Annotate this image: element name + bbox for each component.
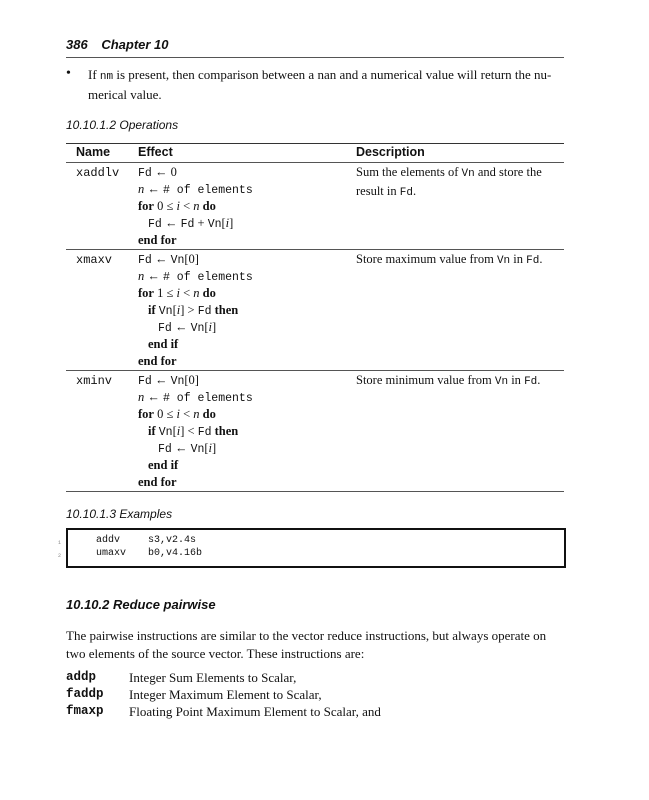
instruction-name: xmaxv xyxy=(76,253,113,267)
running-header xyxy=(66,37,169,52)
header-name: Name xyxy=(76,145,111,159)
examples-heading: 10.10.1.3 Examples xyxy=(66,507,173,521)
bullet-marker: • xyxy=(66,66,71,81)
instruction-description: Sum the elements of Vn and store the result in Fd. xyxy=(356,165,542,199)
mnemonic-name: faddp xyxy=(66,687,104,701)
effect-line: for 1 ≤ i < n do xyxy=(138,286,216,300)
effect-line: end if xyxy=(148,458,179,472)
effect-line: Fd ← Vn[i] xyxy=(158,441,217,456)
effect-line: end for xyxy=(138,475,177,489)
code-opcode: umaxv xyxy=(96,548,127,559)
code-listing-box xyxy=(66,528,566,568)
instruction-name: xminv xyxy=(76,374,113,388)
effect-line: if Vn[i] > Fd then xyxy=(148,303,239,318)
effect-line: n ← # of elements xyxy=(138,182,253,197)
mnemonic-description: Integer Maximum Element to Scalar, xyxy=(129,687,322,702)
instruction-description: Store maximum value from Vn in Fd. xyxy=(356,252,543,267)
body-paragraph: The pairwise instructions are similar to the vector reduce instructions, but always operate on two elements of the source vector. These instructions are: xyxy=(66,628,547,661)
header-description: Description xyxy=(356,145,425,159)
chapter-title: Chapter 10 xyxy=(101,37,169,52)
effect-line: for 0 ≤ i < n do xyxy=(138,407,216,421)
effect-line: if Vn[i] < Fd then xyxy=(148,424,239,439)
mnemonic-description: Integer Sum Elements to Scalar, xyxy=(129,670,297,685)
section-heading: 10.10.2 Reduce pairwise xyxy=(66,597,216,612)
effect-line: n ← # of elements xyxy=(138,390,253,405)
mnemonic-name: addp xyxy=(66,670,97,684)
effect-line: n ← # of elements xyxy=(138,269,253,284)
instruction-description: Store minimum value from Vn in Fd. xyxy=(356,373,541,388)
effect-line: Fd ← Vn[0] xyxy=(138,252,199,267)
effect-line: Fd ← 0 xyxy=(138,165,177,180)
table-top-rule xyxy=(66,143,564,144)
effect-line: end if xyxy=(148,337,179,351)
code-opcode: addv xyxy=(96,535,121,546)
inline-code: nm xyxy=(99,71,114,83)
table-header-rule xyxy=(66,162,564,163)
table-bottom-rule xyxy=(66,491,564,492)
row-divider xyxy=(66,370,564,371)
mnemonic-name: fmaxp xyxy=(66,704,104,718)
code-operands: s3,v2.4s xyxy=(148,535,197,546)
effect-line: for 0 ≤ i < n do xyxy=(138,199,216,213)
header-rule xyxy=(66,57,564,58)
page-number: 386 xyxy=(66,37,88,52)
header-effect: Effect xyxy=(138,145,173,159)
code-operands: b0,v4.16b xyxy=(148,548,203,559)
instruction-name: xaddlv xyxy=(76,166,120,180)
code-line-number: 1 xyxy=(58,540,62,546)
mnemonic-description: Floating Point Maximum Element to Scalar, and xyxy=(129,704,381,719)
effect-line: Fd ← Fd + Vn[i] xyxy=(148,216,234,231)
code-line-number: 2 xyxy=(58,553,62,559)
effect-line: Fd ← Vn[i] xyxy=(158,320,217,335)
row-divider xyxy=(66,249,564,250)
effect-line: Fd ← Vn[0] xyxy=(138,373,199,388)
effect-line: end for xyxy=(138,354,177,368)
effect-line: end for xyxy=(138,233,177,247)
bullet-text: If nm is present, then comparison between a nan and a numerical value will return the nu- merical value. xyxy=(88,67,552,102)
operations-heading: 10.10.1.2 Operations xyxy=(66,118,179,132)
